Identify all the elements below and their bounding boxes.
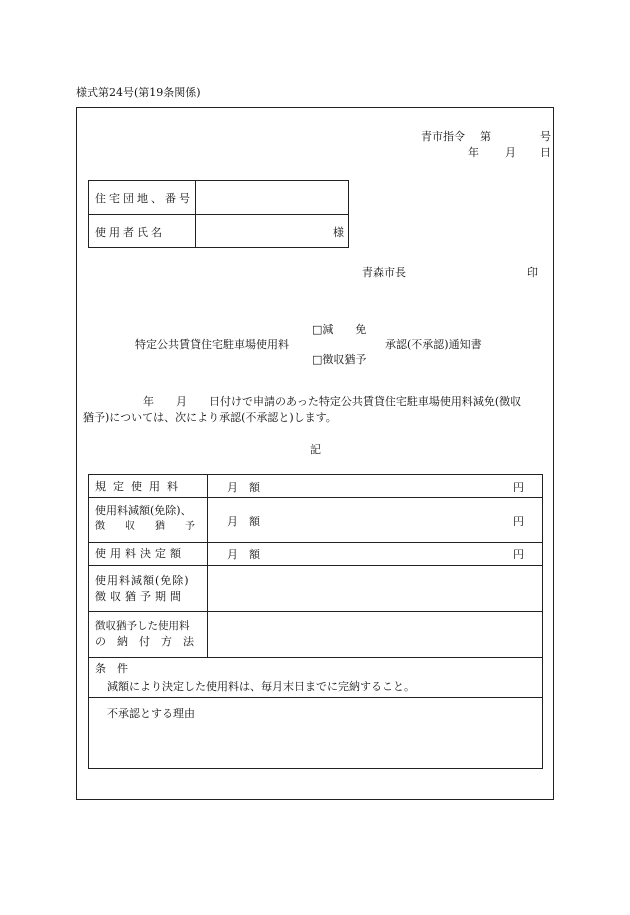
issuer-name: 青森市長: [362, 266, 406, 279]
ref-dai: 第: [480, 130, 491, 143]
row-reduction-yen: 円: [513, 515, 524, 528]
row-period-label-1: 使用料減額(免除): [95, 574, 190, 587]
detail-table: [88, 474, 543, 769]
user-row: [89, 215, 348, 248]
housing-label: 住宅団地、番号: [89, 181, 196, 214]
column-divider: [207, 475, 208, 657]
row-standard-fee-yen: 円: [513, 481, 524, 494]
ref-go: 号: [540, 130, 551, 143]
body-line-2: 猶予)については、次により承認(不承認と)します。: [83, 411, 337, 424]
seal-mark: 印: [527, 266, 538, 279]
row-decided-fee-month: 月 額: [227, 548, 260, 561]
housing-row: [89, 181, 348, 215]
user-label: 使用者氏名: [89, 215, 196, 248]
row-payment-label-1: 徴収猶予した使用料: [95, 620, 190, 632]
row-reduction-label-1: 使用料減額(免除)、: [95, 504, 192, 517]
row-standard-fee-label: 規定使用料: [95, 480, 185, 493]
row-decided-fee-yen: 円: [513, 548, 524, 561]
ref-year: 年: [468, 146, 479, 159]
title-suffix: 承認(不承認)通知書: [385, 338, 482, 351]
ref-month: 月: [505, 146, 516, 159]
reason-label: 不承認とする理由: [107, 707, 195, 720]
row-reduction-month: 月 額: [227, 515, 260, 528]
row-period-label-2: 徴収猶予期間: [95, 590, 185, 603]
honorific: 様: [333, 226, 344, 239]
conditions-label: 条 件: [95, 662, 128, 675]
recipient-table: [88, 180, 349, 248]
title-option-reduction: □減 免: [312, 323, 367, 336]
title-prefix: 特定公共賃貸住宅駐車場使用料: [135, 338, 289, 351]
row-payment-label-2: の 納 付 方 法: [95, 635, 194, 648]
title-option-deferral: □徴収猶予: [312, 353, 367, 366]
row-standard-fee-month: 月 額: [227, 481, 260, 494]
ki-label: 記: [310, 443, 321, 456]
row-decided-fee-label: 使用料決定額: [95, 547, 185, 560]
ref-day: 日: [540, 146, 551, 159]
row-reduction-label-2: 徴 収 猶 予: [95, 521, 195, 532]
form-number-label: 様式第24号(第19条関係): [76, 86, 201, 99]
ref-city: 青市指令: [421, 130, 465, 143]
conditions-text: 減額により決定した使用料は、毎月末日までに完納すること。: [107, 680, 415, 693]
body-line-1: 年 月 日付けで申請のあった特定公共賃貸住宅駐車場使用料減免(徴収: [143, 395, 522, 408]
